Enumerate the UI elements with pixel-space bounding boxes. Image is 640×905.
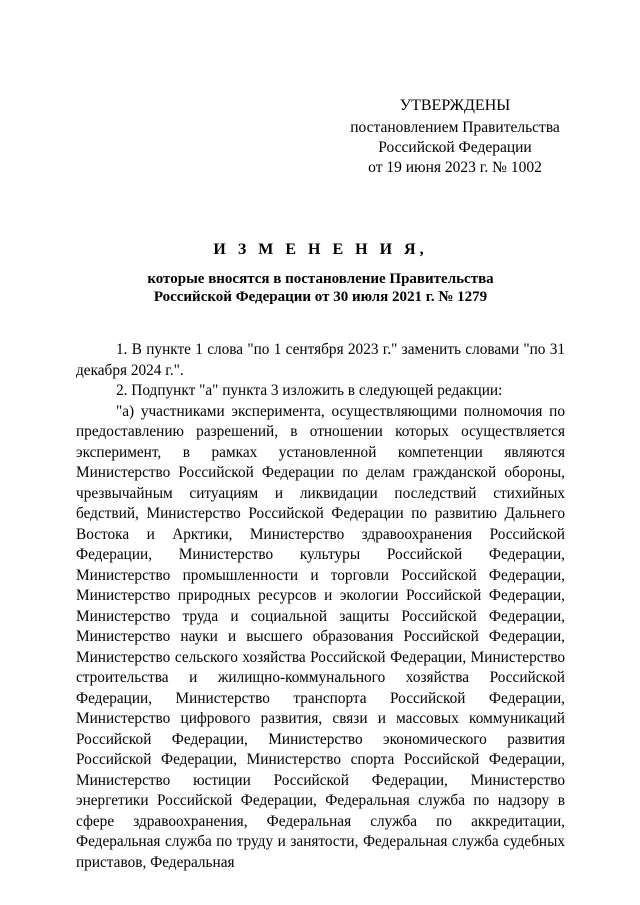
approval-stamp [330, 96, 580, 178]
paragraph-3: "а) участниками эксперимента, осуществляющими полномочия по предоставлению разрешений, в отношении которых осуществляется эксперимент, в рамках установленной компетенции являются Министерство Российской Федерации по делам гражданской обороны, чрезвычайным ситуациям и ликвидации последствий стихийных бедствий, Министерство Российской Федерации по развитию Дальнего Востока и Арктики, Министерство здравоохранения Российской Федерации, Министерство культуры Российской Федерации, Министерство промышленности и торговли Российской Федерации, Министерство природных ресурсов и экологии Российской Федерации, Министерство труда и социальной защиты Российской Федерации, Министерство науки и высшего образования Российской Федерации, Министерство сельского хозяйства Российской Федерации, Министерство строительства и жилищно-коммунального хозяйства Российской Федерации, Министерство транспорта Российской Федерации, Министерство цифрового развития, связи и массовых коммуникаций Российской Федерации, Министерство экономического развития Российской Федерации, Министерство спорта Российской Федерации, Министерство юстиции Российской Федерации, Министерство энергетики Российской Федерации, Федеральная служба по надзору в сфере здравоохранения, Федеральная служба по аккредитации, Федеральная служба по труду и занятости, Федеральная служба судебных приставов, Федеральная [76, 402, 565, 871]
paragraph-2: 2. Подпункт "а" пункта 3 изложить в следующей редакции: [116, 382, 503, 399]
document-title-block [76, 240, 565, 306]
approval-line-1: постановлением Правительства [350, 119, 560, 136]
document-body [76, 340, 565, 873]
paragraph-1: 1. В пункте 1 слова "по 1 сентября 2023 г." заменить словами "по 31 декабря 2024 г.". [76, 341, 565, 379]
document-subtitle-line-2: Российской Федерации от 30 июля 2021 г. № 1279 [153, 289, 488, 305]
document-title: И З М Е Н Е Н И Я, [213, 241, 428, 258]
approval-line-3: от 19 июня 2023 г. № 1002 [368, 159, 542, 176]
document-subtitle-line-1: которые вносятся в постановление Правительства [147, 271, 494, 287]
approval-heading: УТВЕРЖДЕНЫ [399, 97, 511, 114]
approval-line-2: Российской Федерации [378, 139, 532, 156]
